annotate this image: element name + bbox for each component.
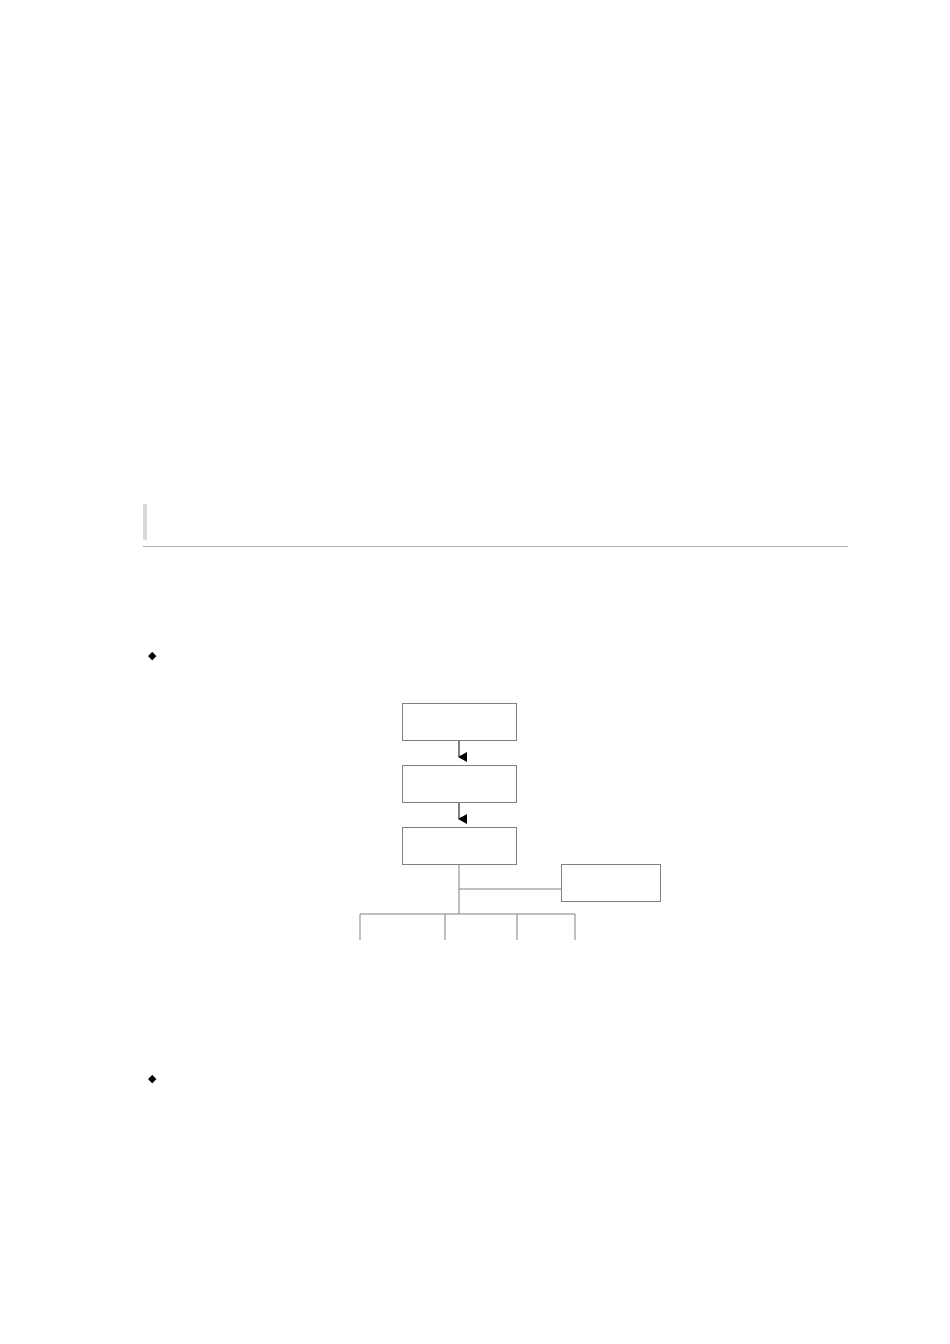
org-box-store-manager [402, 827, 517, 865]
org-box-area-supervisor [402, 765, 517, 803]
org-box-manager [402, 703, 517, 741]
org-box-team-leader [561, 864, 661, 902]
diamond-bullet-icon: ◆ [148, 1072, 157, 1085]
store-functions-heading [148, 1068, 159, 1086]
diamond-bullet-icon: ◆ [148, 649, 157, 662]
